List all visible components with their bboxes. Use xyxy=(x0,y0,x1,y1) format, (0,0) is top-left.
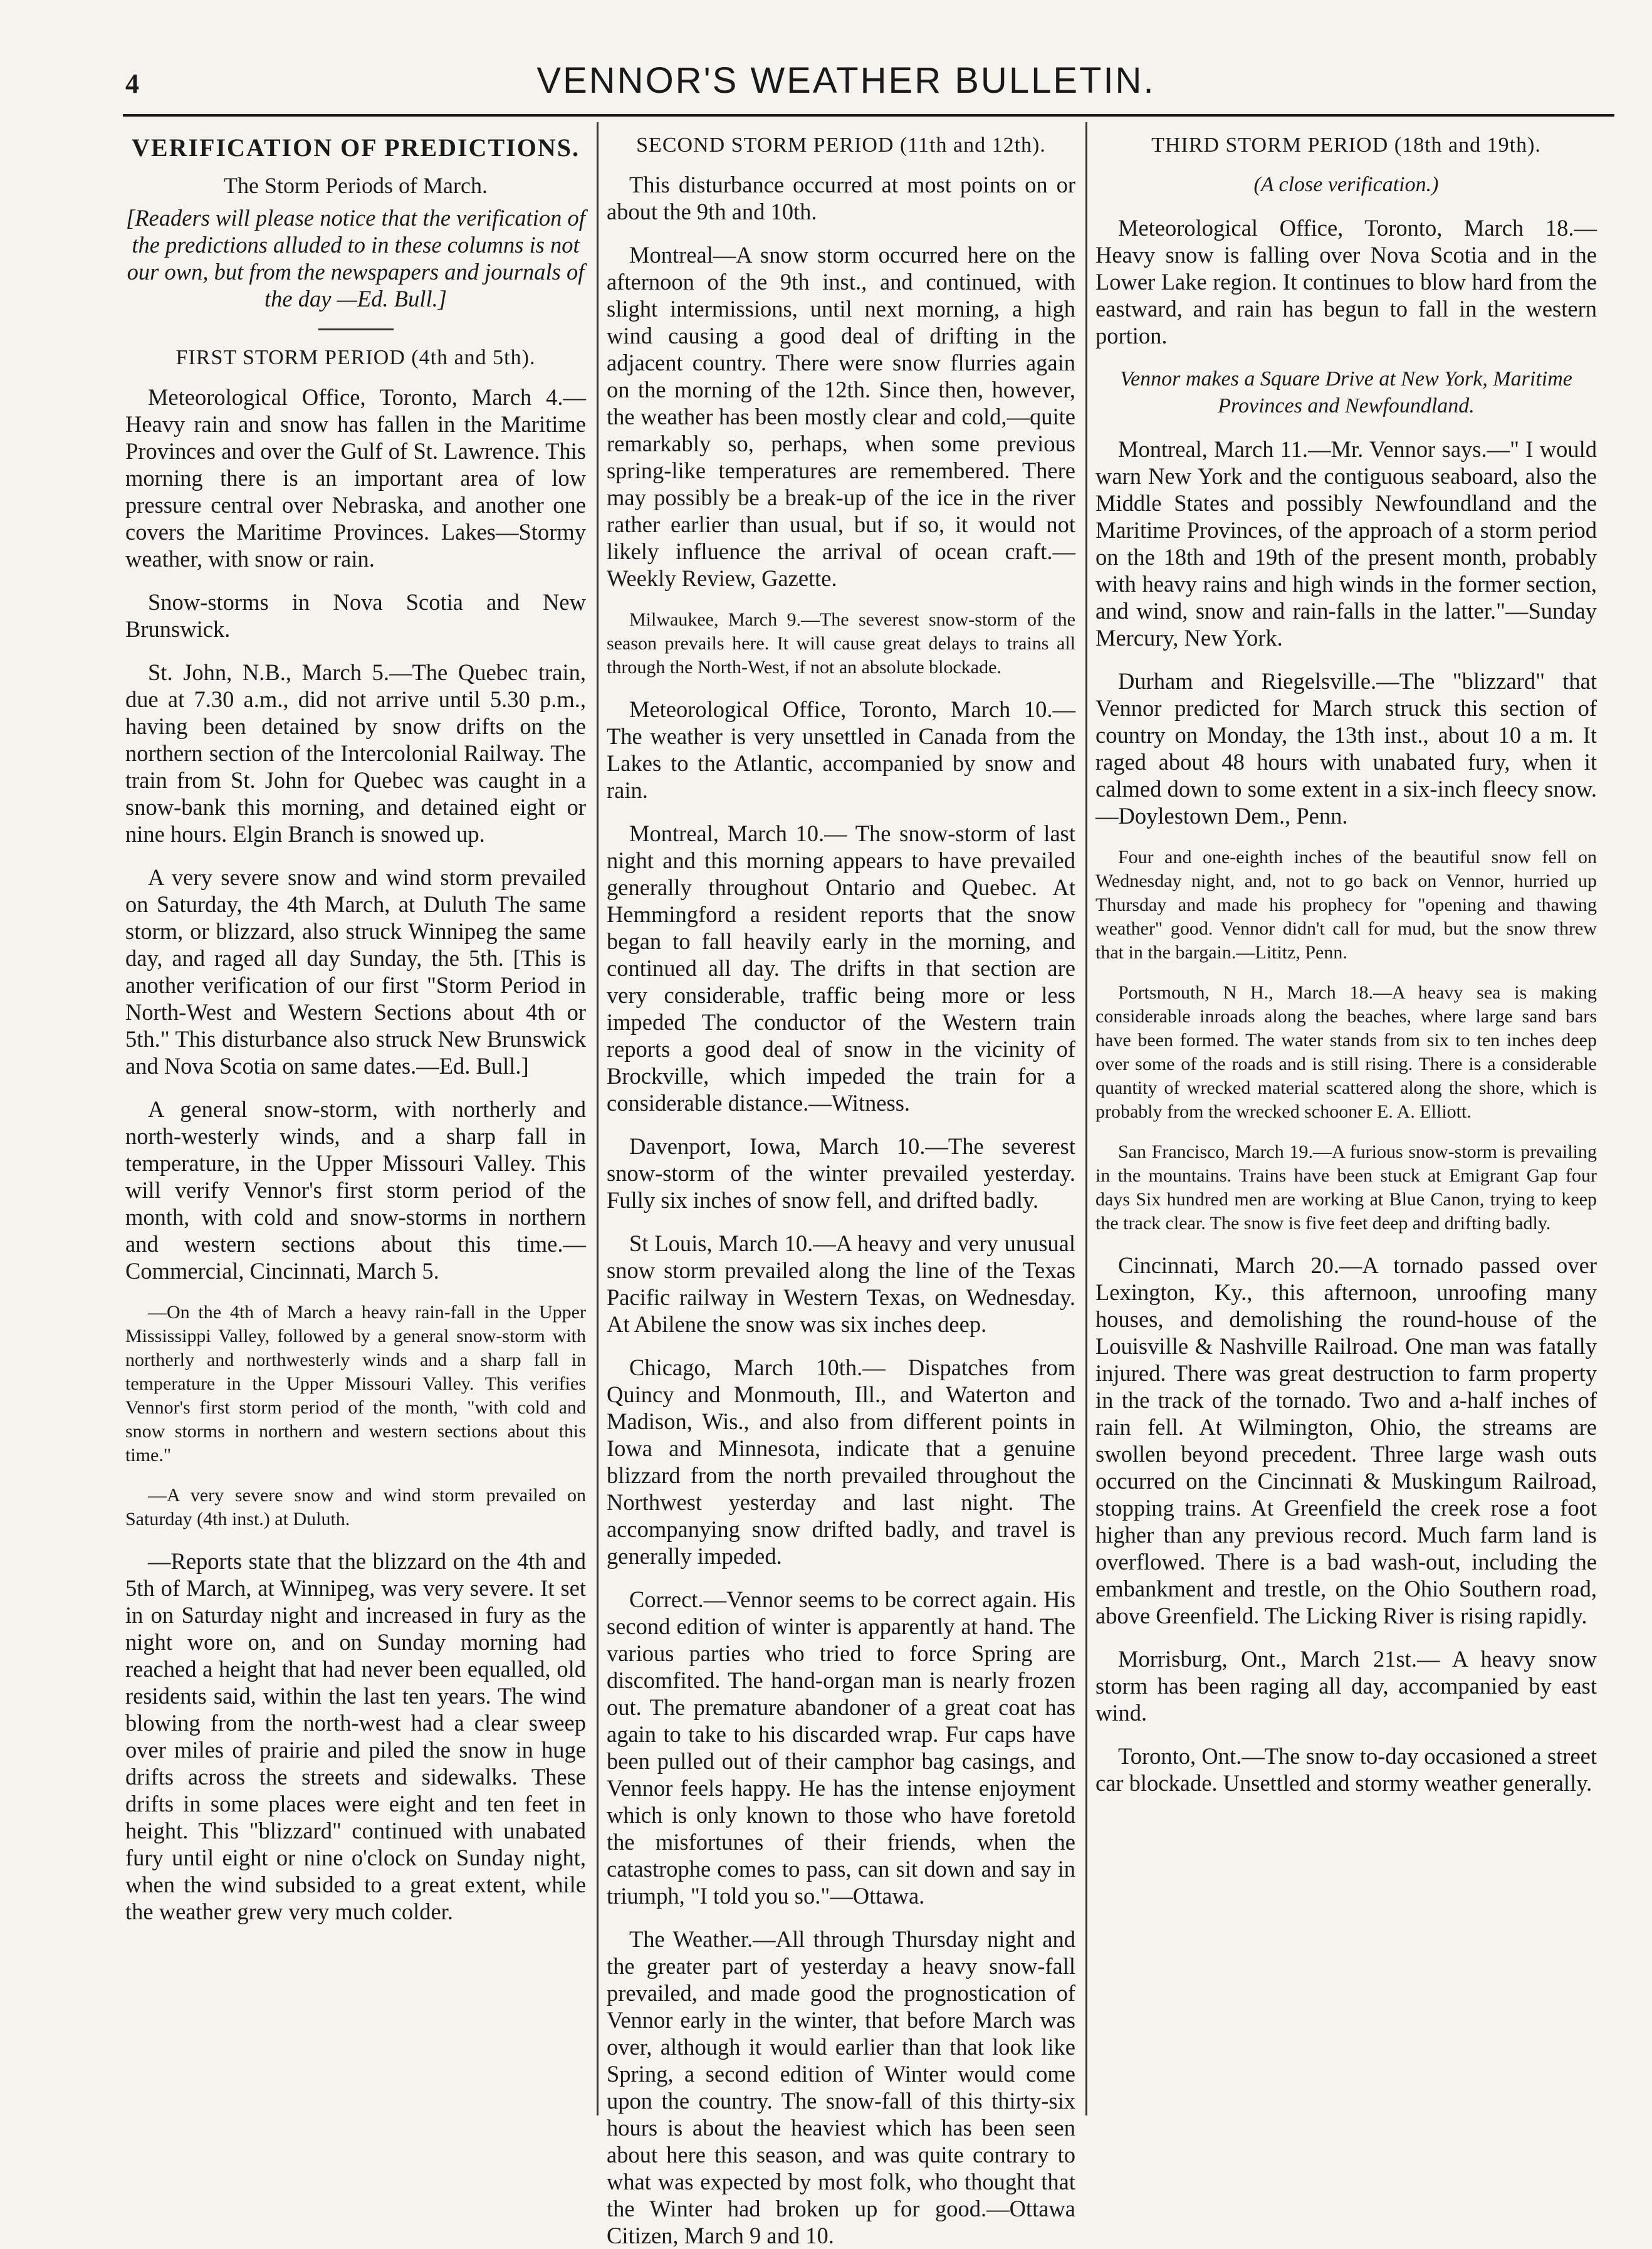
article-paragraph: The Weather.—All through Thursday night and the greater part of yesterday a heavy snow-fall prevailed, and made good the prognostication of Vennor early in the winter, that before March was over, although it would earlier than that look like Spring, a second edition of Winter would come upon the country. The snow-fall of this thirty-six hours is about the heaviest which has been seen about here this season, and was quite contrary to what was expected by most folk, who thought that the Winter had broken up for good.—Ottawa Citizen, March 9 and 10. xyxy=(607,1926,1075,2248)
article-paragraph: Snow-storms in Nova Scotia and New Brunswick. xyxy=(125,589,586,642)
article-paragraph: Meteorological Office, Toronto, March 18.— Heavy snow is falling over Nova Scotia and in the Lower Lake region. It continues to blow hard from the eastward, and rain has begun to fall in the western portion. xyxy=(1095,215,1597,349)
article-paragraph: St Louis, March 10.—A heavy and very unusual snow storm prevailed along the line of the Texas Pacific railway in Western Texas, on Wednesday. At Abilene the snow was six inches deep. xyxy=(607,1230,1075,1337)
article-paragraph: A very severe snow and wind storm prevailed on Saturday, the 4th March, at Duluth The same storm, or blizzard, also struck Winnipeg the same day, and raged all day Sunday, the 5th. [This is another verification of our first "Storm Period in North-West and Western Sections about 4th or 5th." This disturbance also struck New Brunswick and Nova Scotia on same dates.—Ed. Bull.] xyxy=(125,864,586,1079)
editor-note: [Readers will please notice that the verification of the predictions alluded to in these columns is not our own, but from the newspapers and journals of the day —Ed. Bull.] xyxy=(126,205,585,312)
column-divider-1 xyxy=(597,122,599,2115)
article-paragraph: Meteorological Office, Toronto, March 4.— Heavy rain and snow has fallen in the Maritime Provinces and over the Gulf of St. Lawrence. This morning there is an important area of low pressure central over Nebraska, and another one covers the Maritime Provinces. Lakes—Stormy weather, with snow or rain. xyxy=(125,384,586,572)
column-1 xyxy=(125,125,586,2134)
section-heading: VERIFICATION OF PREDICTIONS. xyxy=(132,134,580,162)
article-paragraph: This disturbance occurred at most points on or about the 9th and 10th. xyxy=(607,172,1075,224)
article-paragraph: Milwaukee, March 9.—The severest snow-storm of the season prevails here. It will cause great delays to trains all through the North-West, if not an absolute blockade. xyxy=(607,609,1075,678)
article-paragraph: Cincinnati, March 20.—A tornado passed over Lexington, Ky., this afternoon, unroofing many houses, and demolishing the round-house of the Louisville & Nashville Railroad. One man was fatally injured. There was great destruction to farm property in the track of the tornado. Two and a-half inches of rain fell. At Wilmington, Ohio, the streams are swollen beyond precedent. Three large wash outs occurred on the Cincinnati & Muskingum Railroad, stopping trains. At Greenfield the creek rose a foot higher than any previous record. Much farm land is overflowed. There is a bad wash-out, including the embankment and trestle, on the Ohio Southern road, above Greenfield. The Licking River is rising rapidly. xyxy=(1095,1252,1597,1628)
article-paragraph: San Francisco, March 19.—A furious snow-storm is prevailing in the mountains. Trains have been stuck at Emigrant Gap four days Six hundred men are working at Blue Canon, trying to keep the track clear. The snow is five feet deep and drifting badly. xyxy=(1095,1141,1597,1234)
subheading: Vennor makes a Square Drive at New York, Maritime Provinces and Newfoundland. xyxy=(1120,367,1572,417)
article-paragraph: Chicago, March 10th.— Dispatches from Quincy and Monmouth, Ill., and Waterton and Madison, Wis., and also from different points in Iowa and Minnesota, indicate that a genuine blizzard from the north prevailed throughout the Northwest yesterday and last night. The accompanying snow drifted badly, and travel is generally impeded. xyxy=(607,1355,1075,1569)
divider xyxy=(318,328,394,330)
article-paragraph: Toronto, Ont.—The snow to-day occasioned a street car blockade. Unsettled and stormy weather generally. xyxy=(1095,1743,1597,1796)
column-3 xyxy=(1095,125,1597,2134)
page-title: VENNOR'S WEATHER BULLETIN. xyxy=(536,60,1156,101)
column-2 xyxy=(607,125,1075,2248)
page-number: 4 xyxy=(125,68,139,99)
storm-period-title: THIRD STORM PERIOD (18th and 19th). xyxy=(1151,134,1541,157)
article-paragraph: Four and one-eighth inches of the beautiful snow fell on Wednesday night, and, not to go back on Vennor, hurried up Thursday and made his prophecy for "opening and thawing weather" good. Vennor didn't call for mud, but the snow threw that in the bargain.—Lititz, Penn. xyxy=(1095,847,1597,963)
column-divider-2 xyxy=(1085,122,1087,2115)
header-rule xyxy=(123,114,1614,117)
article-paragraph: —Reports state that the blizzard on the 4th and 5th of March, at Winnipeg, was very severe. It set in on Saturday night and increased in fury as the night wore on, and on Sunday morning had reached a height that had never been equalled, old residents said, within the last ten years. The wind blowing from the north-west had a clear sweep over miles of prairie and piled the snow in huge drifts across the streets and sidewalks. These drifts in some places were eight and ten feet in height. This "blizzard" continued with unabated fury until eight or nine o'clock on Sunday night, when the wind subsided to a great extent, while the weather grew very much colder. xyxy=(125,1548,586,1924)
article-paragraph: —On the 4th of March a heavy rain-fall in the Upper Mississippi Valley, followed by a general snow-storm with northerly and northwesterly winds and a sharp fall in temperature in the Upper Missouri Valley. This verifies Vennor's first storm period of the month, "with cold and snow storms in northern and western sections about this time." xyxy=(125,1302,586,1465)
storm-period-title: SECOND STORM PERIOD (11th and 12th). xyxy=(636,134,1046,157)
article-paragraph: Montreal, March 10.— The snow-storm of last night and this morning appears to have prevailed generally throughout Ontario and Quebec. At Hemmingford a resident reports that the snow began to fall heavily early in the morning, and continued all day. The drifts in that section are very considerable, traffic being more or less impeded The conductor of the Western train reports a good deal of snow in the vicinity of Brockville, which impeded the train for a considerable distance.—Witness. xyxy=(607,820,1075,1116)
article-paragraph: Montreal—A snow storm occurred here on the afternoon of the 9th inst., and continued, with slight intermissions, until next morning, a high wind causing a good deal of drifting in the adjacent country. There were snow flurries again on the morning of the 12th. Since then, however, the weather has been mostly clear and cold,—quite remarkably so, perhaps, when some previous spring-like temperatures are remembered. There may possibly be a break-up of the ice in the river rather earlier than usual, but if so, it would not likely influence the arrival of ocean craft.—Weekly Review, Gazette. xyxy=(607,242,1075,591)
subheading: The Storm Periods of March. xyxy=(224,173,488,198)
article-paragraph: Meteorological Office, Toronto, March 10.— The weather is very unsettled in Canada from the Lakes to the Atlantic, accompanied by snow and rain. xyxy=(607,696,1075,803)
storm-period-title: FIRST STORM PERIOD (4th and 5th). xyxy=(175,346,536,369)
article-paragraph: Davenport, Iowa, March 10.—The severest snow-storm of the winter prevailed yesterday. Fully six inches of snow fell, and drifted badly. xyxy=(607,1133,1075,1213)
article-paragraph: Montreal, March 11.—Mr. Vennor says.—" I would warn New York and the contiguous seaboard, also the Middle States and possibly Newfoundland and the Maritime Provinces, of the approach of a storm period on the 18th and 19th of the present month, probably with heavy rains and high winds in the former section, and wind, snow and rain-falls in the latter."—Sunday Mercury, New York. xyxy=(1095,436,1597,651)
verification-note: (A close verification.) xyxy=(1253,173,1439,196)
article-paragraph: Durham and Riegelsville.—The "blizzard" that Vennor predicted for March struck this section of country on Monday, the 13th inst., about 10 a m. It raged about 48 hours with unabated fury, when it calmed down to some extent in a six-inch fleecy snow.—Doylestown Dem., Penn. xyxy=(1095,668,1597,829)
article-paragraph: Correct.—Vennor seems to be correct again. His second edition of winter is apparently at hand. The various parties who tried to force Spring are discomfited. The hand-organ man is nearly frozen out. The premature abandoner of a great coat has again to take to his discarded wrap. Fur caps have been pulled out of their camphor bag casings, and Vennor feels happy. He has the intense enjoyment which is only known to those who have foretold the misfortunes of their friends, when the catastrophe comes to pass, can sit down and say in triumph, "I told you so."—Ottawa. xyxy=(607,1586,1075,1909)
article-paragraph: Morrisburg, Ont., March 21st.— A heavy snow storm has been raging all day, accompanied by east wind. xyxy=(1095,1646,1597,1726)
article-paragraph: St. John, N.B., March 5.—The Quebec train, due at 7.30 a.m., did not arrive until 5.30 p.m., having been detained by snow drifts on the northern section of the Intercolonial Railway. The train from St. John for Quebec was caught in a snow-bank this morning, and detained eight or nine hours. Elgin Branch is snowed up. xyxy=(125,659,586,847)
article-paragraph: Portsmouth, N H., March 18.—A heavy sea is making considerable inroads along the beaches, where large sand bars have been formed. The water stands from six to ten inches deep over some of the roads and is still rising. There is a considerable quantity of wrecked material scattered along the shore, which is probably from the wrecked schooner E. A. Elliott. xyxy=(1095,982,1597,1122)
article-paragraph: A general snow-storm, with northerly and north-westerly winds, and a sharp fall in temperature, in the Upper Missouri Valley. This will verify Vennor's first storm period of the month, with cold and snow-storms in northern and western sections about this time.—Commercial, Cincinnati, March 5. xyxy=(125,1096,586,1284)
article-paragraph: —A very severe snow and wind storm prevailed on Saturday (4th inst.) at Duluth. xyxy=(125,1485,586,1529)
